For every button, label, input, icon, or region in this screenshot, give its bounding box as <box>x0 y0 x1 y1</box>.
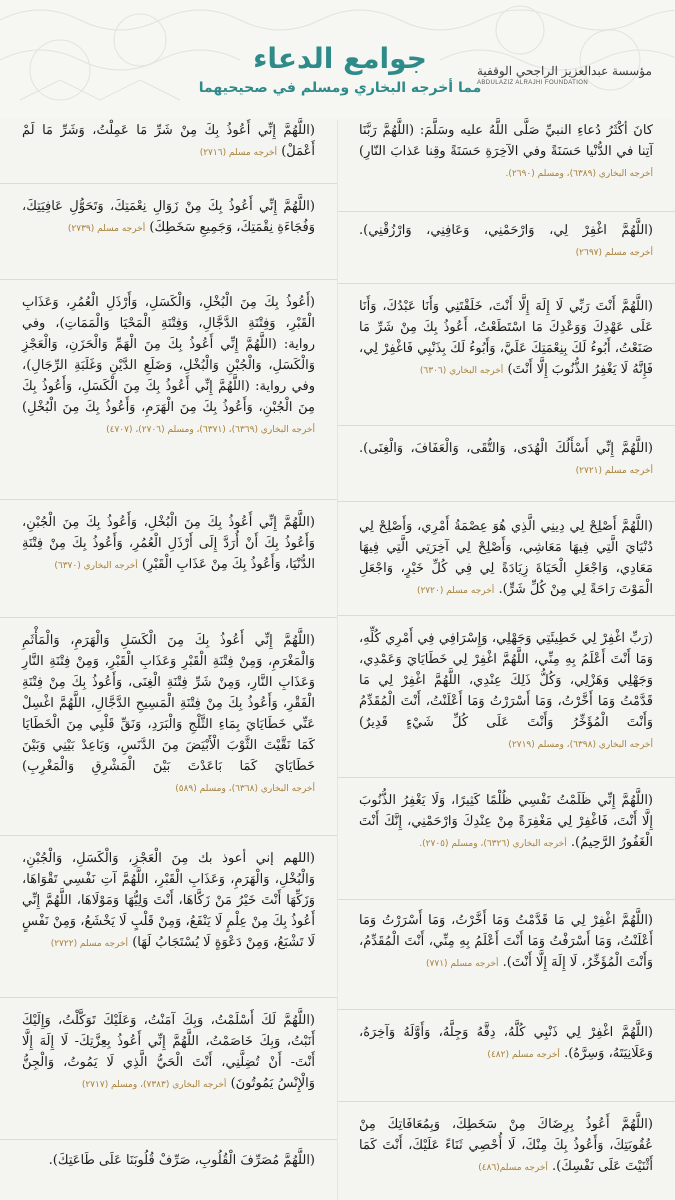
dua-text: (اللَّهُمَّ أَصْلِحْ لِي دِينِي الَّذِي هُوَ عِصْمَةُ أَمْرِي، وَأَصْلِحْ لِي دُنْيَايَ الَّتِي فِيهَا مَعَاشِي، وَأَصْلِحْ لِي آخِرَتِي الَّتِي فِيهَا مَعَادِي، وَاجْعَلِ الْحَيَاةَ زِيَادَةً لِي فِي كُلِّ خَيْرٍ، وَاجْعَلِ الْمَوْتَ رَاحَةً لِي مِنْ كُلِّ شَرٍّ). <box>359 519 653 597</box>
dua-entry <box>337 628 675 778</box>
foundation-logo <box>477 50 652 100</box>
dua-grid <box>0 120 675 1200</box>
dua-text: (رَبِّ اغْفِرْ لِي خَطِيئَتِي وَجَهْلِي، وَإِسْرَافِي فِي أَمْرِي كُلِّهِ، وَمَا أَنْتَ أَعْلَمُ بِهِ مِنِّي، اللَّهُمَّ اغْفِرْ لِي خَطَايَايَ وَعَمْدِي، وَجَهْلِي وَهَزْلِي، وَكُلُّ ذَلِكَ عِنْدِي، اللَّهُمَّ اغْفِرْ لِي مَا قَدَّمْتُ وَمَا أَخَّرْتُ، وَمَا أَسْرَرْتُ وَمَا أَعْلَنْتُ، أَنْتَ الْمُقَدِّمُ وَأَنْتَ الْمُؤَخِّرُ وَأَنْتَ عَلَى كُلِّ شَيْءٍ قَدِيرٌ) <box>359 631 653 730</box>
dua-text: (اللهم إني أعوذ بك مِنَ الْعَجْزِ، وَالْكَسَلِ، وَالْجُبْنِ، وَالْبُخْلِ، وَالْهَرَمِ، وَعَذَابِ الْقَبْرِ، اللَّهُمَّ آتِ نَفْسِي تَقْوَاهَا، وَزَكِّهَا أَنْتَ خَيْرُ مَنْ زَكَّاهَا، أَنْتَ وَلِيُّهَا وَمَوْلَاهَا، اللَّهُمَّ إِنِّي أَعُوذُ بِكَ مِنْ عِلْمٍ لَا يَنْفَعُ، وَمِنْ قَلْبٍ لَا يَخْشَعُ، وَمِنْ نَفْسٍ لَا تَشْبَعُ، وَمِنْ دَعْوَةٍ لَا يُسْتَجَابُ لَهَا) <box>22 851 315 950</box>
dua-text: (اللَّهُمَّ إِنِّي أَسْأَلُكَ الْهُدَى، وَالتُّقَى، وَالْعَفَافَ، وَالْغِنَى). <box>359 441 653 456</box>
dua-source: أخرجه البخاري (٦٣٧٠) <box>54 561 138 571</box>
dua-entry <box>0 848 337 998</box>
dua-source: أخرجه البخاري (٧٣٨٣)، ومسلم (٢٧١٧) <box>81 1080 227 1090</box>
dua-source: أخرجه مسلم (٧٧١) <box>426 959 499 969</box>
dua-text: (اللَّهُمَّ إِنِّي أَعُوذُ بِكَ مِنْ زَوَالِ نِعْمَتِكَ، وَتَحَوُّلِ عَافِيَتِكَ، وَفُجَاءَةِ نِقْمَتِكَ، وَجَمِيعِ سَخَطِكَ) <box>22 199 315 235</box>
dua-source: أخرجه مسلم (٢٧٢٢) <box>50 939 129 949</box>
dua-entry <box>337 790 675 900</box>
dua-entry <box>0 1150 337 1198</box>
dua-entry <box>0 512 337 618</box>
dua-source: أخرجه البخاري (٦٣٨٩)، ومسلم (٢٦٩٠). <box>505 169 653 179</box>
logo-english-text: ABDULAZIZ ALRAJHI FOUNDATION <box>477 80 589 86</box>
dua-text: (اللَّهُمَّ أَنْتَ رَبِّي لَا إِلَهَ إِلَّا أَنْتَ، خَلَقْتَنِي وَأَنَا عَبْدُكَ، وَأَنَا عَلَى عَهْدِكَ وَوَعْدِكَ مَا اسْتَطَعْتُ، أَعُوذُ بِكَ مِنْ شَرِّ مَا صَنَعْتُ، أَبُوءُ لَكَ بِنِعْمَتِكَ عَلَيَّ، وَأَبُوءُ لَكَ بِذَنْبِي فَاغْفِرْ لِي، فَإِنَّهُ لَا يَغْفِرُ الذُّنُوبَ إِلَّا أَنْتَ) <box>359 299 653 377</box>
dua-entry <box>337 1114 675 1198</box>
dua-source: أخرجه البخاري (٦٣٠٦) <box>419 366 504 376</box>
dua-text: كانَ أكْثَرُ دُعاءِ النبيِّ صَلَّى اللَّهُ عليه وسَلَّمَ: (اللَّهُمَّ رَبَّنَا آتِنا في الدُّنْيا حَسَنَةً وفي الآخِرَةِ حَسَنَةً وقِنا عَذابَ النّارِ) <box>359 123 653 159</box>
page-header <box>0 0 675 118</box>
dua-text: (اللَّهُمَّ إِنِّي أَعُوذُ بِكَ مِنَ الْبُخْلِ، وَأَعُوذُ بِكَ مِنَ الْجُبْنِ، وَأَعُوذُ بِكَ أَنْ أُرَدَّ إِلَى أَرْذَلِ الْعُمُرِ، وَأَعُوذُ بِكَ مِنْ فِتْنَةِ الدُّنْيَا، وَأَعُوذُ بِكَ مِنْ عَذَابِ الْقَبْرِ) <box>22 515 315 572</box>
dua-entry <box>0 120 337 184</box>
dua-text: (أَعُوذُ بِكَ مِنَ الْبُخْلِ، وَالْكَسَلِ، وَأَرْذَلِ الْعُمُرِ، وَعَذَابِ الْقَبْرِ، وَفِتْنَةِ الدَّجَّالِ، وَفِتْنَةِ الْمَحْيَا وَالْمَمَاتِ)، وفي رواية: (اللَّهُمَّ إِنِّي أَعُوذُ بِكَ مِنَ الْهَمِّ وَالْحَزَنِ، وَالْعَجْزِ وَالْكَسَلِ، وَالْجُبْنِ وَالْبُخْلِ، وَضَلَعِ الدَّيْنِ وَغَلَبَةِ الرِّجَالِ)، وفي رواية: (اللَّهُمَّ إِنِّي أَعُوذُ بِكَ مِنَ الْكَسَلِ، وَأَعُوذُ بِكَ مِنَ الْجُبْنِ، وَأَعُوذُ بِكَ مِنَ الْهَرَمِ، وَأَعُوذُ بِكَ مِنَ الْبُخْلِ) <box>22 295 315 415</box>
dua-source: أخرجه مسلم (٢٧٢١) <box>575 466 653 476</box>
dua-source: أخرجه مسلم(٤٨٦) <box>478 1163 548 1173</box>
dua-entry <box>337 220 675 284</box>
dua-text: (اللَّهُمَّ اغْفِرْ لِي، وَارْحَمْنِي، وَعَافِنِي، وَارْزُقْنِي). <box>359 223 653 238</box>
dua-text: (اللَّهُمَّ مُصَرِّفَ الْقُلُوبِ، صَرِّفْ قُلُوبَنَا عَلَى طَاعَتِكَ). <box>48 1153 315 1168</box>
dua-entry <box>0 196 337 280</box>
right-column <box>337 120 675 1200</box>
dua-text: (اللَّهُمَّ إِنِّي أَعُوذُ بِكَ مِنَ الْكَسَلِ وَالْهَرَمِ، وَالْمَأْثَمِ وَالْمَغْرَمِ، وَمِنْ فِتْنَةِ الْقَبْرِ وَعَذَابِ الْقَبْرِ، وَمِنْ فِتْنَةِ النَّارِ وَعَذَابِ النَّارِ، وَمِنْ شَرِّ فِتْنَةِ الْغِنَى، وَأَعُوذُ بِكَ مِنْ فِتْنَةِ الْفَقْرِ، وَأَعُوذُ بِكَ مِنْ فِتْنَةِ الْمَسِيحِ الدَّجَّالِ، اللَّهُمَّ اغْسِلْ عَنِّي خَطَايَايَ بِمَاءِ الثَّلْجِ وَالْبَرَدِ، وَنَقِّ قَلْبِي مِنَ الْخَطَايَا كَمَا نَقَّيْتَ الثَّوْبَ الْأَبْيَضَ مِنَ الدَّنَسِ، وَبَاعِدْ بَيْنِي وَبَيْنَ خَطَايَايَ كَمَا بَاعَدْتَ بَيْنَ الْمَشْرِقِ وَالْمَغْرِبِ) <box>22 633 315 774</box>
dua-source: أخرجه مسلم (٢٦٩٧) <box>575 248 653 258</box>
dua-entry <box>337 516 675 616</box>
logo-arabic-text: مؤسسة عبدالعزيز الراجحي الوقفية <box>477 64 652 78</box>
left-column <box>0 120 337 1200</box>
dua-source: أخرجه مسلم (٢٧٢٠) <box>416 586 495 596</box>
dua-text: (اللَّهُمَّ اغْفِرْ لِي مَا قَدَّمْتُ وَمَا أَخَّرْتُ، وَمَا أَسْرَرْتُ وَمَا أَعْلَنْتُ، وَمَا أَسْرَفْتُ وَمَا أَنْتَ أَعْلَمُ بِهِ مِنِّي، أَنْتَ الْمُقَدِّمُ، وَأَنْتَ الْمُؤَخِّرُ، لَا إِلَهَ إِلَّا أَنْتَ). <box>359 913 653 970</box>
dua-source: أخرجه البخاري (٦٣٦٩)، (٦٣٧١)، ومسلم (٢٧٠٦)، (٤٧٠٧) <box>106 425 315 435</box>
dua-text: (اللَّهُمَّ أَعُوذُ بِرِضَاكَ مِنْ سَخَطِكَ، وَبِمُعَافَاتِكَ مِنْ عُقُوبَتِكَ، وَأَعُوذُ بِكَ مِنْكَ، لَا أُحْصِي ثَنَاءً عَلَيْكَ، أَنْتَ كَمَا أَثْنَيْتَ عَلَى نَفْسِكَ). <box>359 1117 653 1174</box>
dua-entry <box>337 120 675 212</box>
dua-entry <box>337 910 675 1010</box>
dua-entry <box>0 630 337 836</box>
dua-entry <box>0 1010 337 1140</box>
dua-entry <box>337 438 675 502</box>
dua-source: أخرجه مسلم (٢٧١٦) <box>199 148 278 158</box>
dua-text: (اللَّهُمَّ إِنِّي ظَلَمْتُ نَفْسِي ظُلْمًا كَثِيرًا، وَلَا يَغْفِرُ الذُّنُوبَ إِلَّا أَنْتَ، فَاغْفِرْ لِي مَغْفِرَةً مِنْ عِنْدِكَ وَارْحَمْنِي، إِنَّكَ أَنْتَ الْغَفُورُ الرَّحِيمُ). <box>359 793 653 850</box>
dua-entry <box>337 1022 675 1102</box>
page-title: جوامع الدعاء <box>253 42 427 75</box>
dua-text: (اللَّهُمَّ إِنِّي أَعُوذُ بِكَ مِنْ شَرِّ مَا عَمِلْتُ، وَشَرِّ مَا لَمْ أَعْمَلْ) <box>22 123 315 159</box>
page-subtitle: مما أخرجه البخاري ومسلم في صحيحيهما <box>198 80 482 96</box>
dua-source: أخرجه مسلم (٢٧٣٩) <box>67 224 146 234</box>
dua-entry <box>0 292 337 500</box>
dua-source: أخرجه البخاري (٦٣٢٦)، ومسلم (٢٧٠٥). <box>419 839 567 849</box>
dua-text: (اللَّهُمَّ لَكَ أَسْلَمْتُ، وَبِكَ آمَنْتُ، وَعَلَيْكَ تَوَكَّلْتُ، وَإِلَيْكَ أَنَبْتُ، وَبِكَ خَاصَمْتُ، اللَّهُمَّ إِنِّي أَعُوذُ بِعِزَّتِكَ- لَا إِلَهَ إِلَّا أَنْتَ- أَنْ تُضِلَّنِي، أَنْتَ الْحَيُّ الَّذِي لَا يَمُوتُ، وَالْجِنُّ وَالْإِنْسُ يَمُوتُونَ) <box>22 1013 315 1091</box>
dua-entry <box>337 296 675 426</box>
dua-source: أخرجه البخاري (٦٣٦٨)، ومسلم (٥٨٩) <box>175 784 315 794</box>
dua-text: (اللَّهُمَّ اغْفِرْ لِي ذَنْبِي كُلَّهُ، دِقَّهُ وَجِلَّهُ، وَأَوَّلَهُ وَآخِرَهُ، وَعَلَانِيَتَهُ، وَسِرَّهُ). <box>359 1025 653 1061</box>
dua-source: أخرجه البخاري (٦٣٩٨)، ومسلم (٢٧١٩) <box>508 740 653 750</box>
dua-source: أخرجه مسلم (٤٨٢) <box>487 1050 560 1060</box>
